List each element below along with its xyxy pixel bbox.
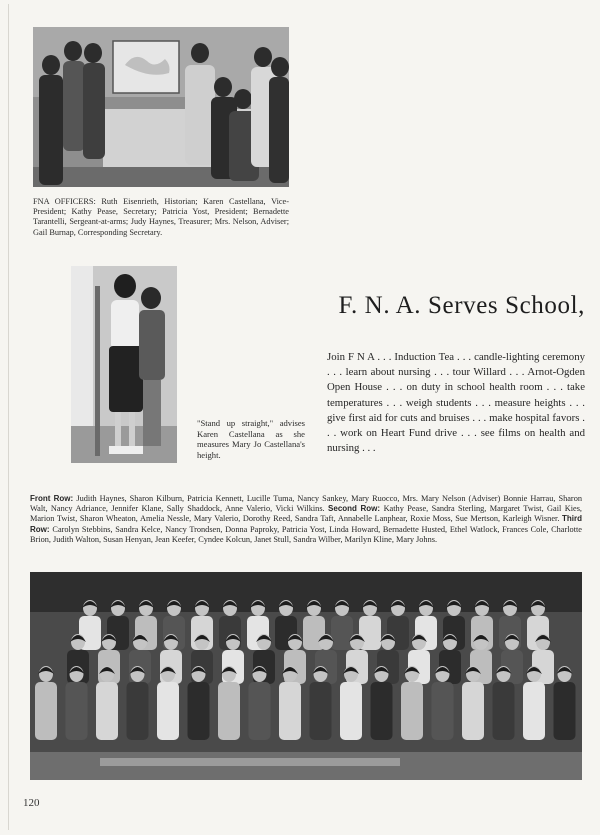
member-roster [30, 494, 582, 545]
third-row-names: Carolyn Stebbins, Sandra Kelce, Nancy Trondsen, Donna Paproky, Patricia Yost, Linda Howard, Bernadette Husted, Ethel Watlock, Frances Cole, Charlotte Brion, Judith Walton, Susan Henyan, Jean Keefer, Cyndee Kolcun, Janet Stull, Sandra Wilber, Marilyn Kline, Mary Johns. [30, 524, 582, 544]
second-row-names: Kathy Pease, Sandra Sterling, Margaret Twist, Gail Kies, Marion Twist, Sharon Wheaton, Amelia Nessle, Mary Valerio, Dorothy Reed, Sandra Taft, Annabelle Lanphear, Roxie Moss, Sue Mertson, Karleigh Wisner. [30, 504, 582, 524]
officers-photo [33, 27, 289, 187]
second-row-label: Second Row: [328, 504, 384, 514]
story-text: Join F N A . . . Induction Tea . . . candle-lighting ceremony . . . learn about nursing . . . tour Willard . . . Arnot-Ogden Open House . . . on duty in school health room . . . take temperatures . . . weigh students . . . measure heights . . . give first aid for cuts and bruises . . . make hospital favors . . . work on Heart Fund drive . . . see films on health and nursing . . . [327, 351, 585, 455]
group-photo [30, 572, 582, 780]
front-row-label: Front Row: [30, 494, 77, 503]
front-row-names: Judith Haynes, Sharon Kilburn, Patricia Kennett, Lucille Tuma, Nancy Sankey, Mary Ruocco, Mrs. Mary Nelson (Adviser) Bonnie Harrau, Sharon Walt, Nancy Adriance, Jennifer Klane, Sally Shaddock, Anne Valerio, Vicki Wilkins. [30, 494, 582, 514]
page-number: 120 [23, 797, 40, 809]
measuring-photo [71, 266, 177, 463]
third-row-label: Third Row: [30, 514, 582, 534]
measuring-caption: "Stand up straight," advises Karen Castellana as she measures Mary Jo Castellana's height. [197, 418, 305, 460]
page-title: F. N. A. Serves School, [338, 292, 585, 319]
officers-caption: FNA OFFICERS: Ruth Eisenrieth, Historian; Karen Castellana, Vice-President; Kathy Pease, Secretary; Patricia Yost, President; Bernadette Tarantelli, Sergeant-at-arms; Judy Haynes, Treasurer; Mrs. Nelson, Adviser; Gail Burnap, Corresponding Secretary. [33, 197, 289, 237]
